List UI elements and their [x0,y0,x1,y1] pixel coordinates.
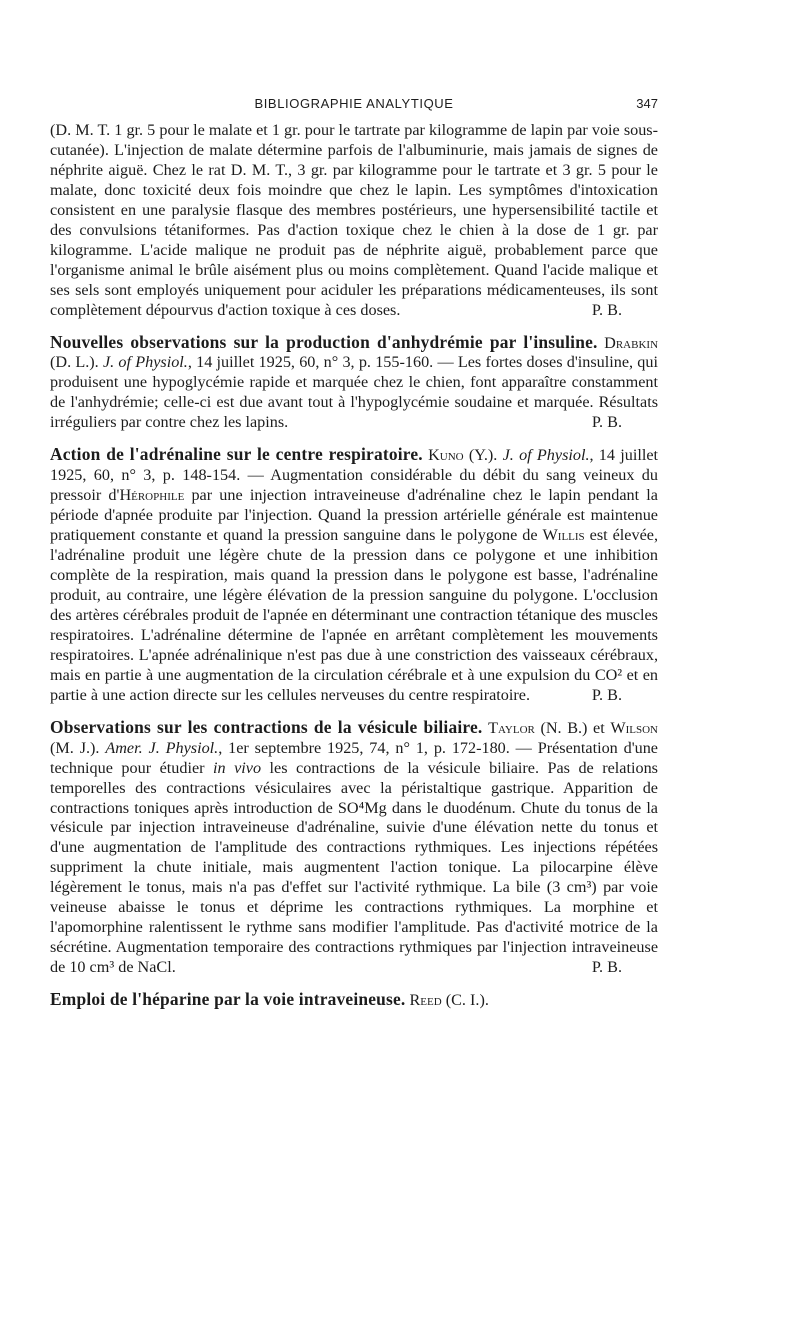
entry-person-name: Willis [542,526,585,545]
abstract-text: (D. M. T. 1 gr. 5 pour le malate et 1 gr. pour le tartrate par kilogramme de lapin par voie sous-cutanée). L'injection de malate détermine parfois de l'albuminurie, mais jamais de signes de néphrite aiguë. Chez le rat D. M. T., 3 gr. par kilogramme pour le tartrate et 3 gr. 5 pour le malate, donc toxicité deux fois moindre que chez le lapin. Les symptômes d'intoxication consistent en une paralysie flasque des membres postérieurs, une hypersensibilité tactile et des convulsions tétaniformes. Pas d'action toxique chez le chien à la dose de 1 gr. par kilogramme. L'acide malique ne produit pas de néphrite aiguë, probablement parce que l'organisme animal le brûle aisément plus ou moins complètement. Quand l'acide malique et ses sels sont employés uniquement pour aciduler les préparations médicamenteuses, ils sont complètement dépourvus d'action toxique à ces doses. [50,121,658,319]
entry-journal: J. of Physiol. [102,353,188,372]
entry-body: , 14 juillet 1925, 60, n° 3, p. 155-160. — Les fortes doses d'insuline, qui produisent une hypoglycémie rapide et marquée chez le chien, font apparaître constamment de l'anhydrémie; celle-ci est due avant tout à l'hypoglycémie soudaine et marquée. Résultats irréguliers par contre chez les lapins. [50,353,658,432]
entry-vesicule [50,718,658,978]
running-header [50,92,658,112]
abstract-signature: P. B. [591,300,622,319]
entry-title: Emploi de l'héparine par la voie intraveineuse. [50,989,406,1010]
entry-signature: P. B. [591,685,622,704]
entry-anhydremie [50,333,658,434]
entry-author: Drabkin [604,333,659,352]
entry-signature: P. B. [591,958,622,977]
entry-body: par une injection intraveineuse d'adrénaline chez le lapin pendant la période d'apnée produite par l'injection. Quand la pression artérielle générale est maintenue pratiquement constante et quand la pression sanguine dans le polygone de [50,486,658,545]
entry-italic-term: in vivo [213,758,262,777]
entry-author: Reed [409,991,442,1010]
page-number: 347 [636,96,658,111]
entry-body: les contractions de la vésicule biliaire. Pas de relations temporelles des contractions vésiculaires avec la péristaltique gastrique. Apparition de contractions toniques après introduction de SO⁴Mg dans le duodénum. Chute du tonus de la vésicule par injection intraveineuse d'adrénaline, suivie d'une élévation nette du tonus et d'une augmentation de l'amplitude des contractions rythmiques. Les injections répétées suppriment la chute initiale, mais augmentent l'action tonique. La pilocarpine élève légèrement le tonus, mais n'a pas d'effet sur l'activité rythmique. La bile (3 cm³) par voie veineuse abaisse le tonus et déprime les contractions rythmiques. La morphine et l'apomorphine ralentissent le rythme sans modifier l'amplitude. Pas d'activité motrice de la sécrétine. Augmentation temporaire des contractions rythmiques par l'injection intraveineuse de 10 cm³ de NaCl. [50,758,658,977]
entry-signature: P. B. [591,413,622,432]
entry-title: Action de l'adrénaline sur le centre respiratoire. [50,444,423,465]
entry-author: Taylor [488,718,535,737]
entry-author-initials: (N. B.) et [534,718,611,737]
running-title: BIBLIOGRAPHIE ANALYTIQUE [254,96,454,111]
entry-author-initials: (C. I.). [441,991,489,1010]
entry-body: , 14 juillet 1925, 60, n° 3, p. 148-154. — Augmentation considérable du débit du sang veineux du pressoir d' [50,446,659,505]
entry-author: Wilson [610,718,658,737]
continued-abstract [50,121,658,321]
entry-body: est élevée, l'adrénaline produit une légère chute de la pression dans ce polygone et une inhibition complète de la respiration, mais quand la pression dans le polygone est basse, l'adrénaline produit, au contraire, une légère élévation de la pression sanguine du polygone. L'occlusion des artères cérébrales produit de l'apnée en déterminant une contraction tétanique des muscles respiratoires. L'adrénaline détermine de l'apnée en arrêtant complètement les mouvements respiratoires. L'apnée adrénalinique n'est pas due à une constriction des vaisseaux cérébraux, mais en partie à une augmentation de la circulation cérébrale et à une expulsion du CO² et en partie à une action directe sur les cellules nerveuses du centre respiratoire. [50,526,658,704]
entry-adrenaline [50,445,658,705]
entry-author-initials: (Y.). [463,446,503,465]
entry-journal: Amer. J. Physiol. [105,738,219,757]
entry-journal: J. of Physiol. [502,446,590,465]
entry-person-name: Hérophile [119,486,185,505]
article-column [50,121,658,1011]
entry-author-initials: (M. J.). [50,738,106,757]
entry-author: Kuno [428,446,464,465]
entry-author-initials: (D. L.). [50,353,103,372]
entry-body: , 1er septembre 1925, 74, n° 1, p. 172-180. — Présentation d'une technique pour étudier [50,738,658,777]
entry-heparine [50,990,658,1011]
entry-title: Nouvelles observations sur la production d'anhydrémie par l'insuline. [50,331,598,352]
entry-title: Observations sur les contractions de la vésicule biliaire. [50,716,483,737]
